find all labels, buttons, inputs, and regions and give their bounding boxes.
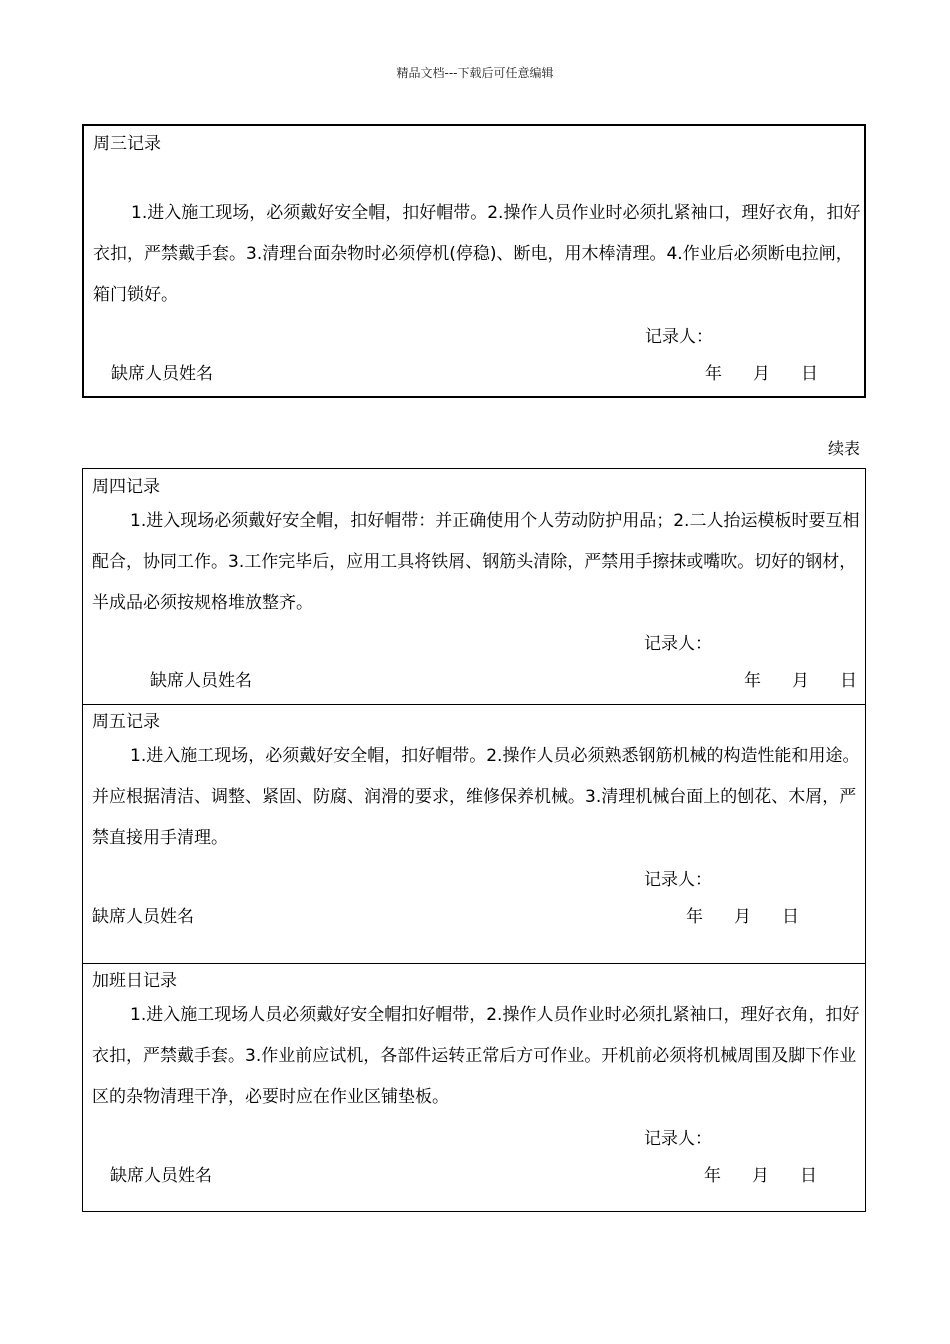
section-text: 1.进入现场必须戴好安全帽，扣好帽带：并正确使用个人劳动防护用品；2.二人抬运模板时要互相配合，协同工作。3.工作完毕后，应用工具将铁屑、钢筋头清除，严禁用手擦抹或嘴吹。切好的钢材，半成品必须按规格堆放整齐。 xyxy=(92,511,860,613)
row-divider xyxy=(83,704,865,705)
continued-label: 续表 xyxy=(827,439,860,458)
absent-names-label: 缺席人员姓名 xyxy=(110,1166,212,1186)
recorder-label: 记录人： xyxy=(644,634,712,654)
section-title: 周五记录 xyxy=(92,712,160,732)
section-title: 周四记录 xyxy=(92,477,160,497)
section-text: 1.进入施工现场，必须戴好安全帽，扣好帽带。2.操作人员作业时必须扎紧袖口，理好衣角，扣好衣扣，严禁戴手套。3.清理台面杂物时必须停机(停稳)、断电，用木棒清理。4.作业后必须断电拉闸，箱门锁好。 xyxy=(93,203,861,305)
section-text: 1.进入施工现场，必须戴好安全帽，扣好帽带。2.操作人员必须熟悉钢筋机械的构造性能和用途。并应根据清洁、调整、紧固、防腐、润滑的要求，维修保养机械。3.清理机械台面上的刨花、木屑，严禁直接用手清理。 xyxy=(92,746,860,848)
date-field: 年 月 日 xyxy=(705,364,818,384)
page-header: 精品文档---下载后可任意编辑 xyxy=(396,66,554,80)
absent-names-label: 缺席人员姓名 xyxy=(150,671,252,691)
date-field: 年 月 日 xyxy=(744,671,857,691)
section-title: 周三记录 xyxy=(93,134,161,154)
section-text: 1.进入施工现场人员必须戴好安全帽扣好帽带，2.操作人员作业时必须扎紧袖口，理好衣角，扣好衣扣，严禁戴手套。3.作业前应试机，各部件运转正常后方可作业。开机前必须将机械周围及脚下作业区的杂物清理干净，必要时应在作业区铺垫板。 xyxy=(92,1005,860,1107)
section-title: 加班日记录 xyxy=(92,971,177,991)
date-field: 年 月 日 xyxy=(686,907,799,927)
recorder-label: 记录人： xyxy=(644,870,712,890)
row-divider xyxy=(83,963,865,964)
recorder-label: 记录人： xyxy=(644,1129,712,1149)
date-field: 年 月 日 xyxy=(704,1166,817,1186)
records-table xyxy=(82,468,866,1212)
absent-names-label: 缺席人员姓名 xyxy=(92,907,194,927)
wednesday-record-box xyxy=(82,124,866,398)
recorder-label: 记录人： xyxy=(645,327,713,347)
absent-names-label: 缺席人员姓名 xyxy=(111,364,213,384)
